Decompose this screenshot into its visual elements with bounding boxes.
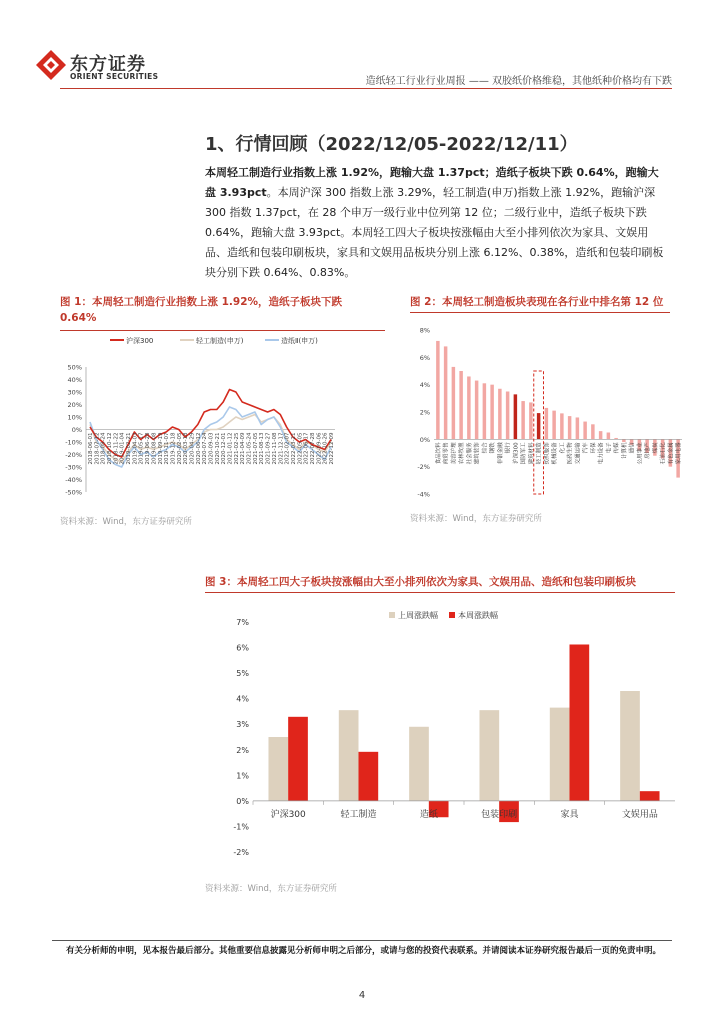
y-tick-label: 4%	[419, 381, 430, 390]
category-label: 美容护理	[451, 442, 458, 465]
bar-文娱用品-2	[640, 791, 660, 801]
x-tick-label: 2019-05-17	[138, 432, 145, 465]
category-label: 医药生物	[567, 442, 574, 465]
bar-建筑装饰	[475, 381, 478, 440]
fig1-source: 资料来源：Wind，东方证券研究所	[60, 517, 192, 527]
x-tick-label: 2022-03-21	[290, 432, 297, 465]
category-label: 房地产	[645, 442, 652, 459]
bar-化工	[560, 413, 563, 439]
y-tick-label: -2%	[417, 463, 430, 472]
legend-label-2: 本周涨跌幅	[458, 611, 498, 620]
x-tick-label: 2018-07-12	[94, 432, 101, 465]
category-label: 电力设备	[598, 442, 605, 465]
category-label: 轻工制造	[536, 442, 543, 465]
bar-机械设备	[552, 411, 555, 440]
bar-非银金融	[498, 389, 501, 440]
bar-钢铁	[490, 385, 493, 440]
y-tick-label: -50%	[65, 488, 82, 497]
x-tick-label: 2018-08-24	[100, 432, 107, 465]
x-tick-label: 2020-04-29	[189, 432, 196, 465]
x-tick-label: 2019-01-04	[119, 432, 126, 465]
category-label: 文娱用品	[621, 809, 658, 820]
y-tick-label: -20%	[65, 451, 82, 459]
x-tick-label: 2019-11-07	[164, 432, 171, 465]
y-tick-label: 20%	[67, 401, 82, 409]
x-tick-label: 2019-12-18	[170, 432, 177, 465]
fig2-source: 资料来源：Wind，东方证券研究所	[410, 514, 542, 524]
y-tick-label: 0%	[236, 796, 249, 806]
legend-swatch-2	[449, 612, 455, 618]
x-tick-label: 2020-03-18	[183, 432, 190, 465]
category-label: 食品饮料	[435, 442, 442, 465]
x-tick-label: 2020-07-24	[202, 432, 209, 465]
category-label: 环保	[590, 442, 597, 454]
x-tick-label: 2022-02-07	[284, 432, 291, 465]
legend-label-3: 造纸Ⅱ(申万)	[281, 337, 318, 345]
x-tick-label: 2021-02-25	[233, 432, 240, 465]
x-tick-label: 2021-05-24	[246, 432, 253, 465]
y-tick-label: 0%	[71, 426, 82, 434]
legend-label-1: 上周涨跌幅	[398, 611, 438, 620]
footer-disclaimer: 有关分析师的申明，见本报告最后部分。其他重要信息披露见分析师申明之后部分，或请与您的投资代表联系。并请阅读本证券研究报告最后一页的免责申明。	[66, 946, 662, 956]
bar-家具-2	[570, 644, 590, 800]
x-tick-label: 2020-06-12	[195, 432, 202, 465]
bar-轻工制造-1	[339, 710, 359, 801]
summary-bold: 本周轻工制造行业指数上涨 1.92%，跑输大盘 1.37pct；造纸子板块下跌 0.64%，跑输大盘 3.93pct	[205, 166, 659, 199]
header-divider	[60, 88, 672, 89]
category-label: 传媒	[614, 442, 621, 454]
fig2-bar-chart	[410, 318, 685, 508]
bar-计算机	[622, 439, 625, 442]
category-label: 社会服务	[466, 442, 473, 465]
bar-轻工制造	[537, 413, 540, 439]
x-tick-label: 2021-08-13	[259, 432, 266, 465]
category-label: 国防军工	[521, 442, 528, 465]
x-tick-label: 2021-07-05	[252, 432, 259, 465]
y-tick-label: 2%	[236, 745, 249, 755]
category-label: 建筑材料	[528, 442, 535, 465]
bar-环保	[591, 424, 594, 439]
category-label: 家用电器	[676, 442, 683, 465]
x-tick-label: 2018-10-12	[107, 432, 114, 465]
bar-交通运输	[576, 417, 579, 439]
report-title: 造纸轻工行业行业周报 —— 双胶纸价格维稳，其他纸种价格均有下跌	[365, 76, 672, 87]
category-label: 非银金融	[497, 442, 504, 465]
x-tick-label: 2020-12-01	[221, 432, 228, 465]
y-tick-label: -4%	[417, 490, 430, 499]
x-tick-label: 2019-06-28	[145, 432, 152, 465]
fig1-line-chart	[60, 332, 385, 507]
x-tick-label: 2022-07-28	[309, 432, 316, 465]
y-tick-label: 5%	[236, 669, 249, 679]
fig3-title: 图 3：本周轻工四大子板块按涨幅由大至小排列依次为家具、文娱用品、造纸和包装印刷板块	[205, 576, 636, 588]
category-label: 银行	[505, 442, 512, 454]
bar-商贸零售	[444, 346, 447, 439]
bar-轻工制造-2	[359, 752, 379, 801]
y-tick-label: -1%	[233, 822, 249, 832]
fig3-divider	[205, 592, 675, 593]
bar-医药生物	[568, 416, 571, 439]
fig2-divider	[410, 312, 670, 313]
y-tick-label: 8%	[419, 326, 430, 335]
summary-paragraph	[205, 163, 667, 283]
category-label: 煤炭	[652, 442, 659, 454]
section-title: 1、行情回顾（2022/12/05-2022/12/11）	[205, 134, 578, 155]
category-label: 化工	[559, 442, 566, 454]
category-label: 农林牧渔	[459, 442, 466, 465]
category-label: 建筑装饰	[474, 442, 481, 465]
bar-银行	[506, 392, 509, 440]
category-label: 钢铁	[490, 442, 497, 454]
x-tick-label: 2021-09-27	[265, 432, 272, 465]
bar-综合	[483, 383, 486, 439]
fig3-bar-chart	[205, 600, 680, 870]
category-label: 有色金属	[668, 442, 675, 465]
category-label: 造纸	[419, 809, 438, 820]
legend-label-1: 沪深300	[126, 337, 154, 345]
category-label: 沪深300	[513, 442, 520, 464]
brand-name-en: ORIENT SECURITIES	[70, 72, 159, 81]
category-label: 机械设备	[552, 442, 559, 465]
footer-divider	[52, 940, 672, 941]
x-tick-label: 2021-11-08	[271, 432, 278, 465]
x-tick-label: 2020-10-21	[214, 432, 221, 465]
orient-logo-icon	[34, 48, 68, 82]
bar-国防军工	[521, 401, 524, 439]
x-tick-label: 2020-09-03	[208, 432, 215, 465]
category-label: 轻工制造	[340, 809, 377, 820]
category-label: 沪深300	[270, 809, 306, 820]
category-label: 公用事业	[637, 442, 644, 465]
y-tick-label: 40%	[67, 376, 82, 384]
y-tick-label: 1%	[236, 771, 249, 781]
y-tick-label: 50%	[67, 363, 82, 372]
bar-电力设备	[599, 431, 602, 439]
summary-rest: 。本周沪深 300 指数上涨 3.29%，轻工制造(申万)指数上涨 1.92%，跑输沪深 300 指数 1.37pct，在 28 个申万一级行业中位列第 12 位；二级行业中，造纸子板块下跌 0.64%，跑输大盘 3.93pct。本周轻工四大子板块按涨幅由大至小排列依次为家具、文娱用品、造纸和包装印刷板块，家具和文娱用品板块分别上涨 6.12%、0.38%，造纸和包装印刷板块分别下跌 0.64%、0.83%。	[205, 186, 664, 279]
category-label: 石油石化	[660, 442, 667, 465]
category-label: 商贸零售	[443, 442, 450, 465]
fig1-divider	[60, 330, 385, 331]
y-tick-label: 6%	[236, 643, 249, 653]
bar-文娱用品-1	[620, 691, 640, 801]
x-tick-label: 2019-04-03	[132, 432, 139, 465]
x-tick-label: 2022-09-06	[316, 432, 323, 465]
y-tick-label: 6%	[419, 353, 430, 362]
brand-name-cn: 东方证券	[70, 54, 146, 75]
category-label: 汽车	[583, 442, 590, 454]
category-label: 交通运输	[575, 442, 582, 465]
category-label: 通信	[629, 442, 636, 454]
y-tick-label: 10%	[67, 413, 82, 422]
bar-包装印刷-1	[479, 710, 499, 801]
y-tick-label: 30%	[67, 388, 82, 397]
x-tick-label: 2020-02-05	[176, 432, 183, 465]
bar-沪深300-1	[268, 737, 288, 801]
x-tick-label: 2021-12-17	[278, 432, 285, 465]
x-tick-label: 2019-08-08	[151, 432, 158, 465]
bar-汽车	[583, 422, 586, 440]
fig1-title: 图 1：本周轻工制造行业指数上涨 1.92%，造纸子板块下跌 0.64%	[60, 296, 343, 324]
x-tick-label: 2022-05-05	[297, 432, 304, 465]
y-tick-label: -30%	[65, 463, 82, 472]
category-label: 电子	[606, 442, 613, 454]
x-tick-label: 2019-02-21	[126, 432, 133, 465]
x-tick-label: 2019-09-19	[157, 432, 164, 465]
x-tick-label: 2018-06-01	[88, 432, 94, 465]
category-label: 纺织服饰	[544, 442, 551, 465]
x-tick-label: 2022-06-17	[303, 432, 310, 465]
y-tick-label: -10%	[65, 438, 82, 447]
x-tick-label: 2022-10-26	[322, 432, 329, 465]
y-tick-label: 2%	[419, 408, 430, 417]
bar-社会服务	[467, 376, 470, 439]
legend-swatch-1	[389, 612, 395, 618]
y-tick-label: 4%	[236, 694, 249, 704]
fig3-source: 资料来源：Wind，东方证券研究所	[205, 884, 337, 894]
bar-沪深300-2	[288, 717, 308, 801]
category-label: 综合	[482, 442, 489, 454]
y-tick-label: 3%	[236, 720, 249, 730]
y-tick-label: 7%	[236, 618, 249, 627]
category-label: 计算机	[621, 442, 628, 459]
y-tick-label: 0%	[419, 435, 430, 444]
x-tick-label: 2022-12-09	[329, 432, 335, 465]
x-tick-label: 2021-04-09	[240, 432, 247, 465]
y-tick-label: -40%	[65, 476, 82, 484]
bar-建筑材料	[529, 402, 532, 439]
x-tick-label: 2021-01-12	[227, 432, 234, 465]
bar-纺织服饰	[545, 408, 548, 439]
category-label: 家具	[560, 809, 579, 820]
bar-造纸-1	[409, 727, 429, 801]
bar-美容护理	[452, 367, 455, 439]
fig2-title: 图 2：本周轻工制造板块表现在各行业中排名第 12 位	[410, 296, 664, 308]
bar-电子	[607, 433, 610, 440]
bar-沪深300	[514, 394, 517, 439]
x-tick-label: 2018-11-22	[113, 432, 120, 465]
page-number: 4	[358, 990, 366, 1001]
bar-农林牧渔	[459, 371, 462, 439]
legend-label-2: 轻工制造(申万)	[196, 337, 244, 345]
bar-食品饮料	[436, 341, 439, 439]
category-label: 包装印刷	[481, 809, 518, 820]
bar-家具-1	[550, 708, 570, 801]
y-tick-label: -2%	[233, 848, 249, 857]
